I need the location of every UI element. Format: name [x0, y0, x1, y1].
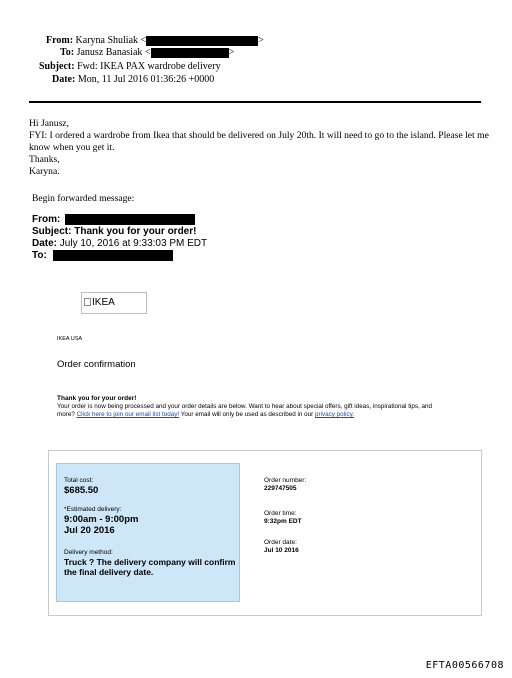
order-date-label: Order date: — [264, 539, 297, 546]
header-from-label: From: — [46, 35, 74, 46]
order-confirmation-heading: Order confirmation — [57, 359, 136, 370]
order-date-value: Jul 10 2016 — [264, 547, 299, 554]
estimated-delivery-label: *Estimated delivery: — [64, 506, 122, 513]
forward-date-value: July 10, 2016 at 9:33:03 PM EDT — [59, 238, 208, 249]
privacy-policy-link[interactable]: privacy policy. — [314, 411, 355, 418]
broken-image-icon — [84, 298, 91, 306]
intro-text-2: Your email will only be used as described in our — [180, 411, 314, 418]
header-subject-label: Subject: — [39, 61, 75, 72]
order-time-label: Order time: — [264, 510, 297, 517]
header-from-row — [46, 35, 264, 47]
header-date-row — [52, 74, 214, 86]
redaction-bar — [146, 36, 258, 46]
header-date-label: Date: — [52, 74, 76, 85]
total-cost-label: Total cost: — [64, 477, 94, 484]
header-to-name: Janusz Banasiak < — [76, 47, 151, 58]
redaction-bar — [53, 250, 173, 261]
message-signature: Karyna. — [29, 166, 60, 177]
header-subject-row — [39, 61, 221, 73]
join-email-list-link[interactable]: Click here to join our email list today! — [76, 411, 180, 418]
header-date-value: Mon, 11 Jul 2016 01:36:26 +0000 — [77, 74, 215, 85]
order-number-value: 229747505 — [264, 485, 297, 492]
message-body — [29, 118, 489, 178]
message-closing: Thanks, — [29, 154, 60, 165]
forward-subject-value: Thank you for your order! — [74, 226, 197, 237]
estimated-delivery-time: 9:00am - 9:00pm — [64, 514, 139, 525]
forward-subject-row — [32, 226, 196, 238]
intro-paragraph — [57, 403, 435, 419]
forward-from-row — [32, 214, 195, 226]
forward-intro: Begin forwarded message: — [32, 193, 135, 204]
forward-date-row — [32, 238, 207, 250]
header-from-name: Karyna Shuliak < — [75, 35, 147, 46]
bates-number: EFTA00566708 — [425, 660, 504, 671]
header-from-close: > — [258, 35, 264, 46]
header-to-row — [60, 47, 234, 59]
total-cost-value: $685.50 — [64, 485, 99, 496]
brand-small: IKEA USA — [57, 336, 83, 342]
delivery-method-value: Truck ? The delivery company will confirm the final delivery date. — [64, 557, 236, 577]
message-greeting: Hi Janusz, — [29, 118, 69, 129]
message-text: FYI: I ordered a wardrobe from Ikea that should be delivered on July 20th. It will need to go to the island. Please let me know when you get it. — [29, 130, 489, 153]
ikea-logo-alt: IKEA — [92, 297, 115, 308]
header-to-label: To: — [60, 47, 75, 58]
ikea-logo-image — [81, 292, 147, 314]
order-number-label: Order number: — [264, 477, 307, 484]
forward-date-label: Date: — [32, 238, 58, 249]
order-time-value: 9:32pm EDT — [264, 518, 302, 525]
header-divider — [29, 101, 481, 103]
intro-text-1: Your order is now being processed and your order details are below. Want to hear about special offers, gift ideas, inspirational tips, and more? — [57, 403, 433, 418]
header-subject-value: Fwd: IKEA PAX wardrobe delivery — [77, 61, 221, 72]
estimated-delivery-date: Jul 20 2016 — [64, 525, 115, 536]
delivery-method-label: Delivery method: — [64, 549, 113, 556]
header-to-close: > — [228, 47, 235, 58]
forward-to-row — [32, 250, 173, 262]
forward-from-label: From: — [32, 214, 61, 226]
redaction-bar — [151, 48, 229, 58]
redaction-bar — [65, 214, 195, 225]
thank-you-heading: Thank you for your order! — [57, 395, 137, 402]
forward-subject-label: Subject: — [32, 226, 72, 237]
forward-to-label: To: — [32, 250, 47, 262]
